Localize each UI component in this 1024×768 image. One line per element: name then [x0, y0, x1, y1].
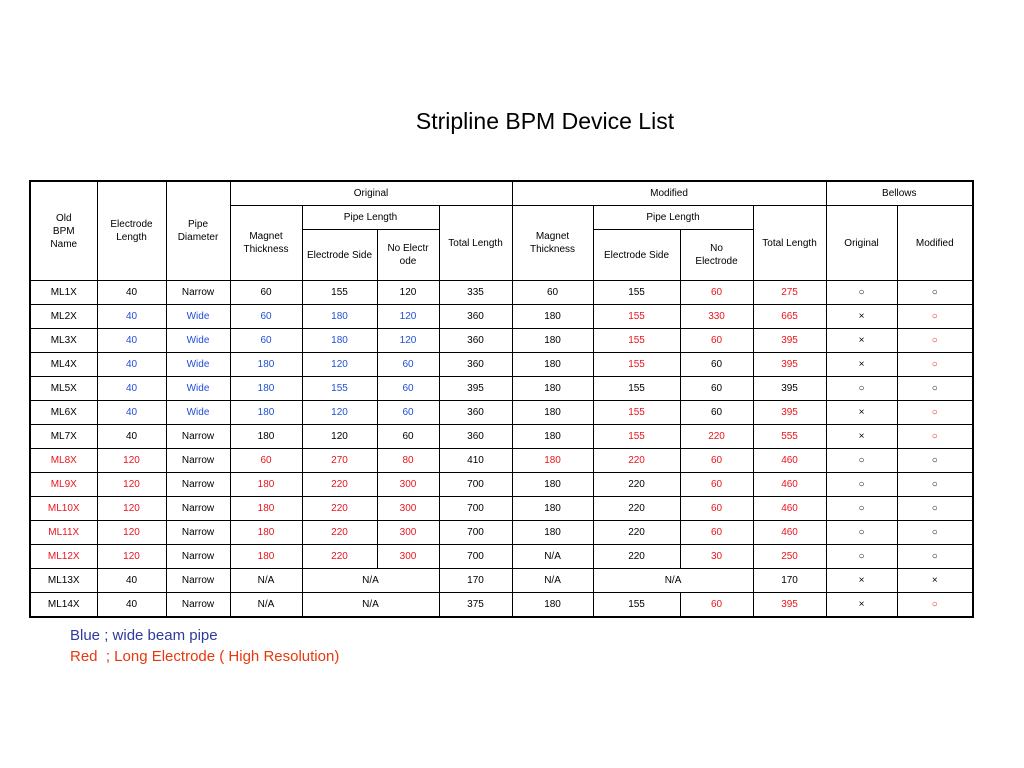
table-cell: 700: [439, 521, 512, 545]
table-cell: 155: [593, 329, 680, 353]
table-cell: ×: [826, 353, 897, 377]
table-cell: 700: [439, 545, 512, 569]
table-cell: 180: [512, 377, 593, 401]
table-cell: ○: [826, 521, 897, 545]
table-cell: ○: [897, 401, 973, 425]
header-original-pipe-length: Pipe Length: [302, 206, 439, 230]
table-cell: 300: [377, 545, 439, 569]
table-cell: N/A: [230, 569, 302, 593]
legend-red-note: Red ; Long Electrode ( High Resolution): [70, 648, 340, 665]
table-cell: 180: [512, 401, 593, 425]
table-cell: 665: [753, 305, 826, 329]
table-cell: 60: [680, 497, 753, 521]
table-cell: 180: [512, 449, 593, 473]
table-cell: ×: [826, 329, 897, 353]
table-cell: ML7X: [30, 425, 97, 449]
table-row: [30, 377, 973, 401]
table-cell: 60: [680, 521, 753, 545]
table-cell: 180: [512, 497, 593, 521]
table-cell: 220: [593, 521, 680, 545]
table-cell: ×: [826, 305, 897, 329]
table-cell: ML6X: [30, 401, 97, 425]
table-cell: 360: [439, 305, 512, 329]
table-cell: 360: [439, 401, 512, 425]
table-cell: ○: [826, 449, 897, 473]
table-cell: 460: [753, 521, 826, 545]
table-cell: 360: [439, 425, 512, 449]
table-cell: 40: [97, 401, 166, 425]
table-cell: 40: [97, 569, 166, 593]
table-cell: 180: [230, 401, 302, 425]
table-cell: 155: [593, 377, 680, 401]
table-cell: ○: [897, 497, 973, 521]
device-table-body: [30, 281, 973, 618]
table-cell: ML5X: [30, 377, 97, 401]
table-cell: 155: [302, 281, 377, 305]
table-cell: 60: [230, 449, 302, 473]
table-cell: 180: [230, 425, 302, 449]
table-cell: ○: [897, 449, 973, 473]
table-cell: ○: [897, 545, 973, 569]
table-cell: 180: [230, 497, 302, 521]
table-cell: 700: [439, 473, 512, 497]
table-cell: 270: [302, 449, 377, 473]
table-cell: 395: [439, 377, 512, 401]
header-pipe-diameter: Pipe Diameter: [166, 181, 230, 281]
table-cell: ML8X: [30, 449, 97, 473]
header-bellows-modified: Modified: [897, 206, 973, 281]
table-cell: 180: [512, 329, 593, 353]
table-cell: 220: [593, 449, 680, 473]
table-cell: 155: [593, 305, 680, 329]
table-row: [30, 449, 973, 473]
table-cell: 120: [97, 473, 166, 497]
table-cell: 180: [302, 305, 377, 329]
table-cell: ML4X: [30, 353, 97, 377]
table-row: [30, 401, 973, 425]
table-row: [30, 545, 973, 569]
table-cell: 395: [753, 329, 826, 353]
table-row: [30, 473, 973, 497]
table-cell: ○: [897, 329, 973, 353]
header-original: Original: [230, 181, 512, 206]
table-cell: 180: [230, 377, 302, 401]
table-cell: 460: [753, 449, 826, 473]
table-cell: 220: [593, 497, 680, 521]
table-cell: 300: [377, 521, 439, 545]
table-cell: 60: [680, 353, 753, 377]
table-cell: Wide: [166, 377, 230, 401]
table-cell: 120: [97, 521, 166, 545]
table-cell: 180: [230, 521, 302, 545]
table-cell: 60: [230, 329, 302, 353]
device-table: [29, 180, 974, 618]
table-cell: 120: [377, 281, 439, 305]
table-cell: Narrow: [166, 473, 230, 497]
header-bellows: Bellows: [826, 181, 973, 206]
table-cell: 155: [593, 425, 680, 449]
table-cell: 155: [302, 377, 377, 401]
table-cell: 120: [377, 329, 439, 353]
table-cell: 180: [512, 593, 593, 618]
table-cell: 60: [680, 449, 753, 473]
table-cell: 60: [377, 425, 439, 449]
table-cell: 180: [512, 425, 593, 449]
table-cell: 60: [680, 473, 753, 497]
table-cell: N/A: [230, 593, 302, 618]
table-cell: 60: [680, 329, 753, 353]
table-cell: 60: [377, 353, 439, 377]
table-cell: Narrow: [166, 569, 230, 593]
table-cell: Narrow: [166, 425, 230, 449]
table-cell: 170: [753, 569, 826, 593]
table-cell: 120: [97, 449, 166, 473]
table-cell: ○: [897, 521, 973, 545]
table-cell: 300: [377, 473, 439, 497]
table-cell: ×: [826, 425, 897, 449]
table-cell: 395: [753, 377, 826, 401]
table-row: [30, 281, 973, 305]
header-electrode-length: Electrode Length: [97, 181, 166, 281]
table-row: [30, 305, 973, 329]
table-cell: 180: [230, 473, 302, 497]
table-cell: 250: [753, 545, 826, 569]
table-cell: Wide: [166, 305, 230, 329]
table-cell: 460: [753, 473, 826, 497]
table-cell: N/A: [512, 545, 593, 569]
table-row: [30, 425, 973, 449]
table-cell: 335: [439, 281, 512, 305]
table-cell: 395: [753, 353, 826, 377]
table-cell: 40: [97, 377, 166, 401]
table-row: [30, 329, 973, 353]
table-cell: ×: [826, 569, 897, 593]
header-modified-total-length: Total Length: [753, 206, 826, 281]
table-cell: 360: [439, 329, 512, 353]
table-cell: ML1X: [30, 281, 97, 305]
table-cell: ×: [897, 569, 973, 593]
table-cell: 40: [97, 425, 166, 449]
table-cell: 40: [97, 353, 166, 377]
table-cell: Narrow: [166, 593, 230, 618]
table-cell: ○: [826, 545, 897, 569]
table-cell: ○: [826, 281, 897, 305]
table-row: [30, 521, 973, 545]
table-cell: ML13X: [30, 569, 97, 593]
table-cell: Narrow: [166, 521, 230, 545]
table-cell: 60: [377, 401, 439, 425]
table-cell: 155: [593, 401, 680, 425]
table-cell: ○: [897, 281, 973, 305]
table-cell: 60: [230, 281, 302, 305]
table-cell: 180: [230, 545, 302, 569]
table-cell: ○: [897, 377, 973, 401]
table-cell: 60: [680, 593, 753, 618]
table-cell: 180: [512, 473, 593, 497]
table-cell: 155: [593, 593, 680, 618]
table-cell: 80: [377, 449, 439, 473]
table-cell: 220: [302, 497, 377, 521]
table-cell: N/A: [302, 593, 439, 618]
legend-blue-note: Blue ; wide beam pipe: [70, 627, 218, 644]
header-modified-magnet-thickness: Magnet Thickness: [512, 206, 593, 281]
table-cell: 220: [593, 473, 680, 497]
table-cell: 170: [439, 569, 512, 593]
table-cell: 220: [302, 473, 377, 497]
table-cell: 60: [680, 377, 753, 401]
table-cell: Wide: [166, 401, 230, 425]
table-cell: 120: [377, 305, 439, 329]
table-cell: ○: [826, 377, 897, 401]
table-cell: Narrow: [166, 281, 230, 305]
table-cell: ○: [897, 473, 973, 497]
page-title: Stripline BPM Device List: [415, 108, 675, 134]
table-cell: 395: [753, 593, 826, 618]
table-cell: 375: [439, 593, 512, 618]
table-cell: 220: [593, 545, 680, 569]
table-cell: 60: [512, 281, 593, 305]
color-legend: [70, 625, 339, 667]
table-cell: ML9X: [30, 473, 97, 497]
header-bellows-original: Original: [826, 206, 897, 281]
table-cell: 395: [753, 401, 826, 425]
header-modified: Modified: [512, 181, 826, 206]
table-cell: 220: [302, 521, 377, 545]
table-cell: 700: [439, 497, 512, 521]
table-cell: 330: [680, 305, 753, 329]
table-cell: Narrow: [166, 449, 230, 473]
table-cell: 180: [512, 353, 593, 377]
table-cell: ○: [826, 473, 897, 497]
header-original-magnet-thickness: Magnet Thickness: [230, 206, 302, 281]
table-row: [30, 353, 973, 377]
header-original-electrode-side: Electrode Side: [302, 230, 377, 281]
table-cell: 220: [302, 545, 377, 569]
header-modified-electrode-side: Electrode Side: [593, 230, 680, 281]
table-cell: 40: [97, 329, 166, 353]
table-cell: 220: [680, 425, 753, 449]
table-cell: 180: [512, 521, 593, 545]
table-cell: ML2X: [30, 305, 97, 329]
table-cell: Narrow: [166, 545, 230, 569]
header-modified-pipe-length: Pipe Length: [593, 206, 753, 230]
table-cell: 40: [97, 281, 166, 305]
table-cell: 30: [680, 545, 753, 569]
table-cell: 60: [377, 377, 439, 401]
table-cell: 60: [230, 305, 302, 329]
table-cell: 155: [593, 353, 680, 377]
table-cell: 60: [680, 281, 753, 305]
table-cell: Narrow: [166, 497, 230, 521]
table-cell: ○: [897, 425, 973, 449]
table-cell: 60: [680, 401, 753, 425]
table-cell: ○: [897, 593, 973, 618]
header-original-no-electrode: No Electrode: [377, 230, 439, 281]
table-cell: 180: [230, 353, 302, 377]
table-cell: ML10X: [30, 497, 97, 521]
table-cell: ML3X: [30, 329, 97, 353]
table-cell: 300: [377, 497, 439, 521]
header-modified-no-electrode: No Electrode: [680, 230, 753, 281]
table-cell: 180: [302, 329, 377, 353]
header-old-bpm-name: Old BPM Name: [30, 181, 97, 281]
table-cell: ML11X: [30, 521, 97, 545]
table-cell: 120: [302, 353, 377, 377]
table-row: [30, 569, 973, 593]
table-row: [30, 593, 973, 618]
table-cell: 40: [97, 305, 166, 329]
table-cell: 40: [97, 593, 166, 618]
table-cell: ×: [826, 593, 897, 618]
table-cell: Wide: [166, 329, 230, 353]
table-cell: 555: [753, 425, 826, 449]
table-row: [30, 497, 973, 521]
table-cell: 460: [753, 497, 826, 521]
table-cell: N/A: [593, 569, 753, 593]
table-cell: ×: [826, 401, 897, 425]
table-cell: 410: [439, 449, 512, 473]
table-cell: 120: [302, 425, 377, 449]
table-cell: 360: [439, 353, 512, 377]
table-cell: ○: [826, 497, 897, 521]
table-cell: N/A: [512, 569, 593, 593]
table-cell: 155: [593, 281, 680, 305]
table-cell: 120: [302, 401, 377, 425]
table-cell: ML12X: [30, 545, 97, 569]
table-cell: N/A: [302, 569, 439, 593]
table-cell: Wide: [166, 353, 230, 377]
table-cell: 275: [753, 281, 826, 305]
table-cell: ML14X: [30, 593, 97, 618]
header-original-total-length: Total Length: [439, 206, 512, 281]
table-cell: 120: [97, 545, 166, 569]
table-cell: 180: [512, 305, 593, 329]
table-cell: ○: [897, 305, 973, 329]
table-cell: 120: [97, 497, 166, 521]
table-cell: ○: [897, 353, 973, 377]
